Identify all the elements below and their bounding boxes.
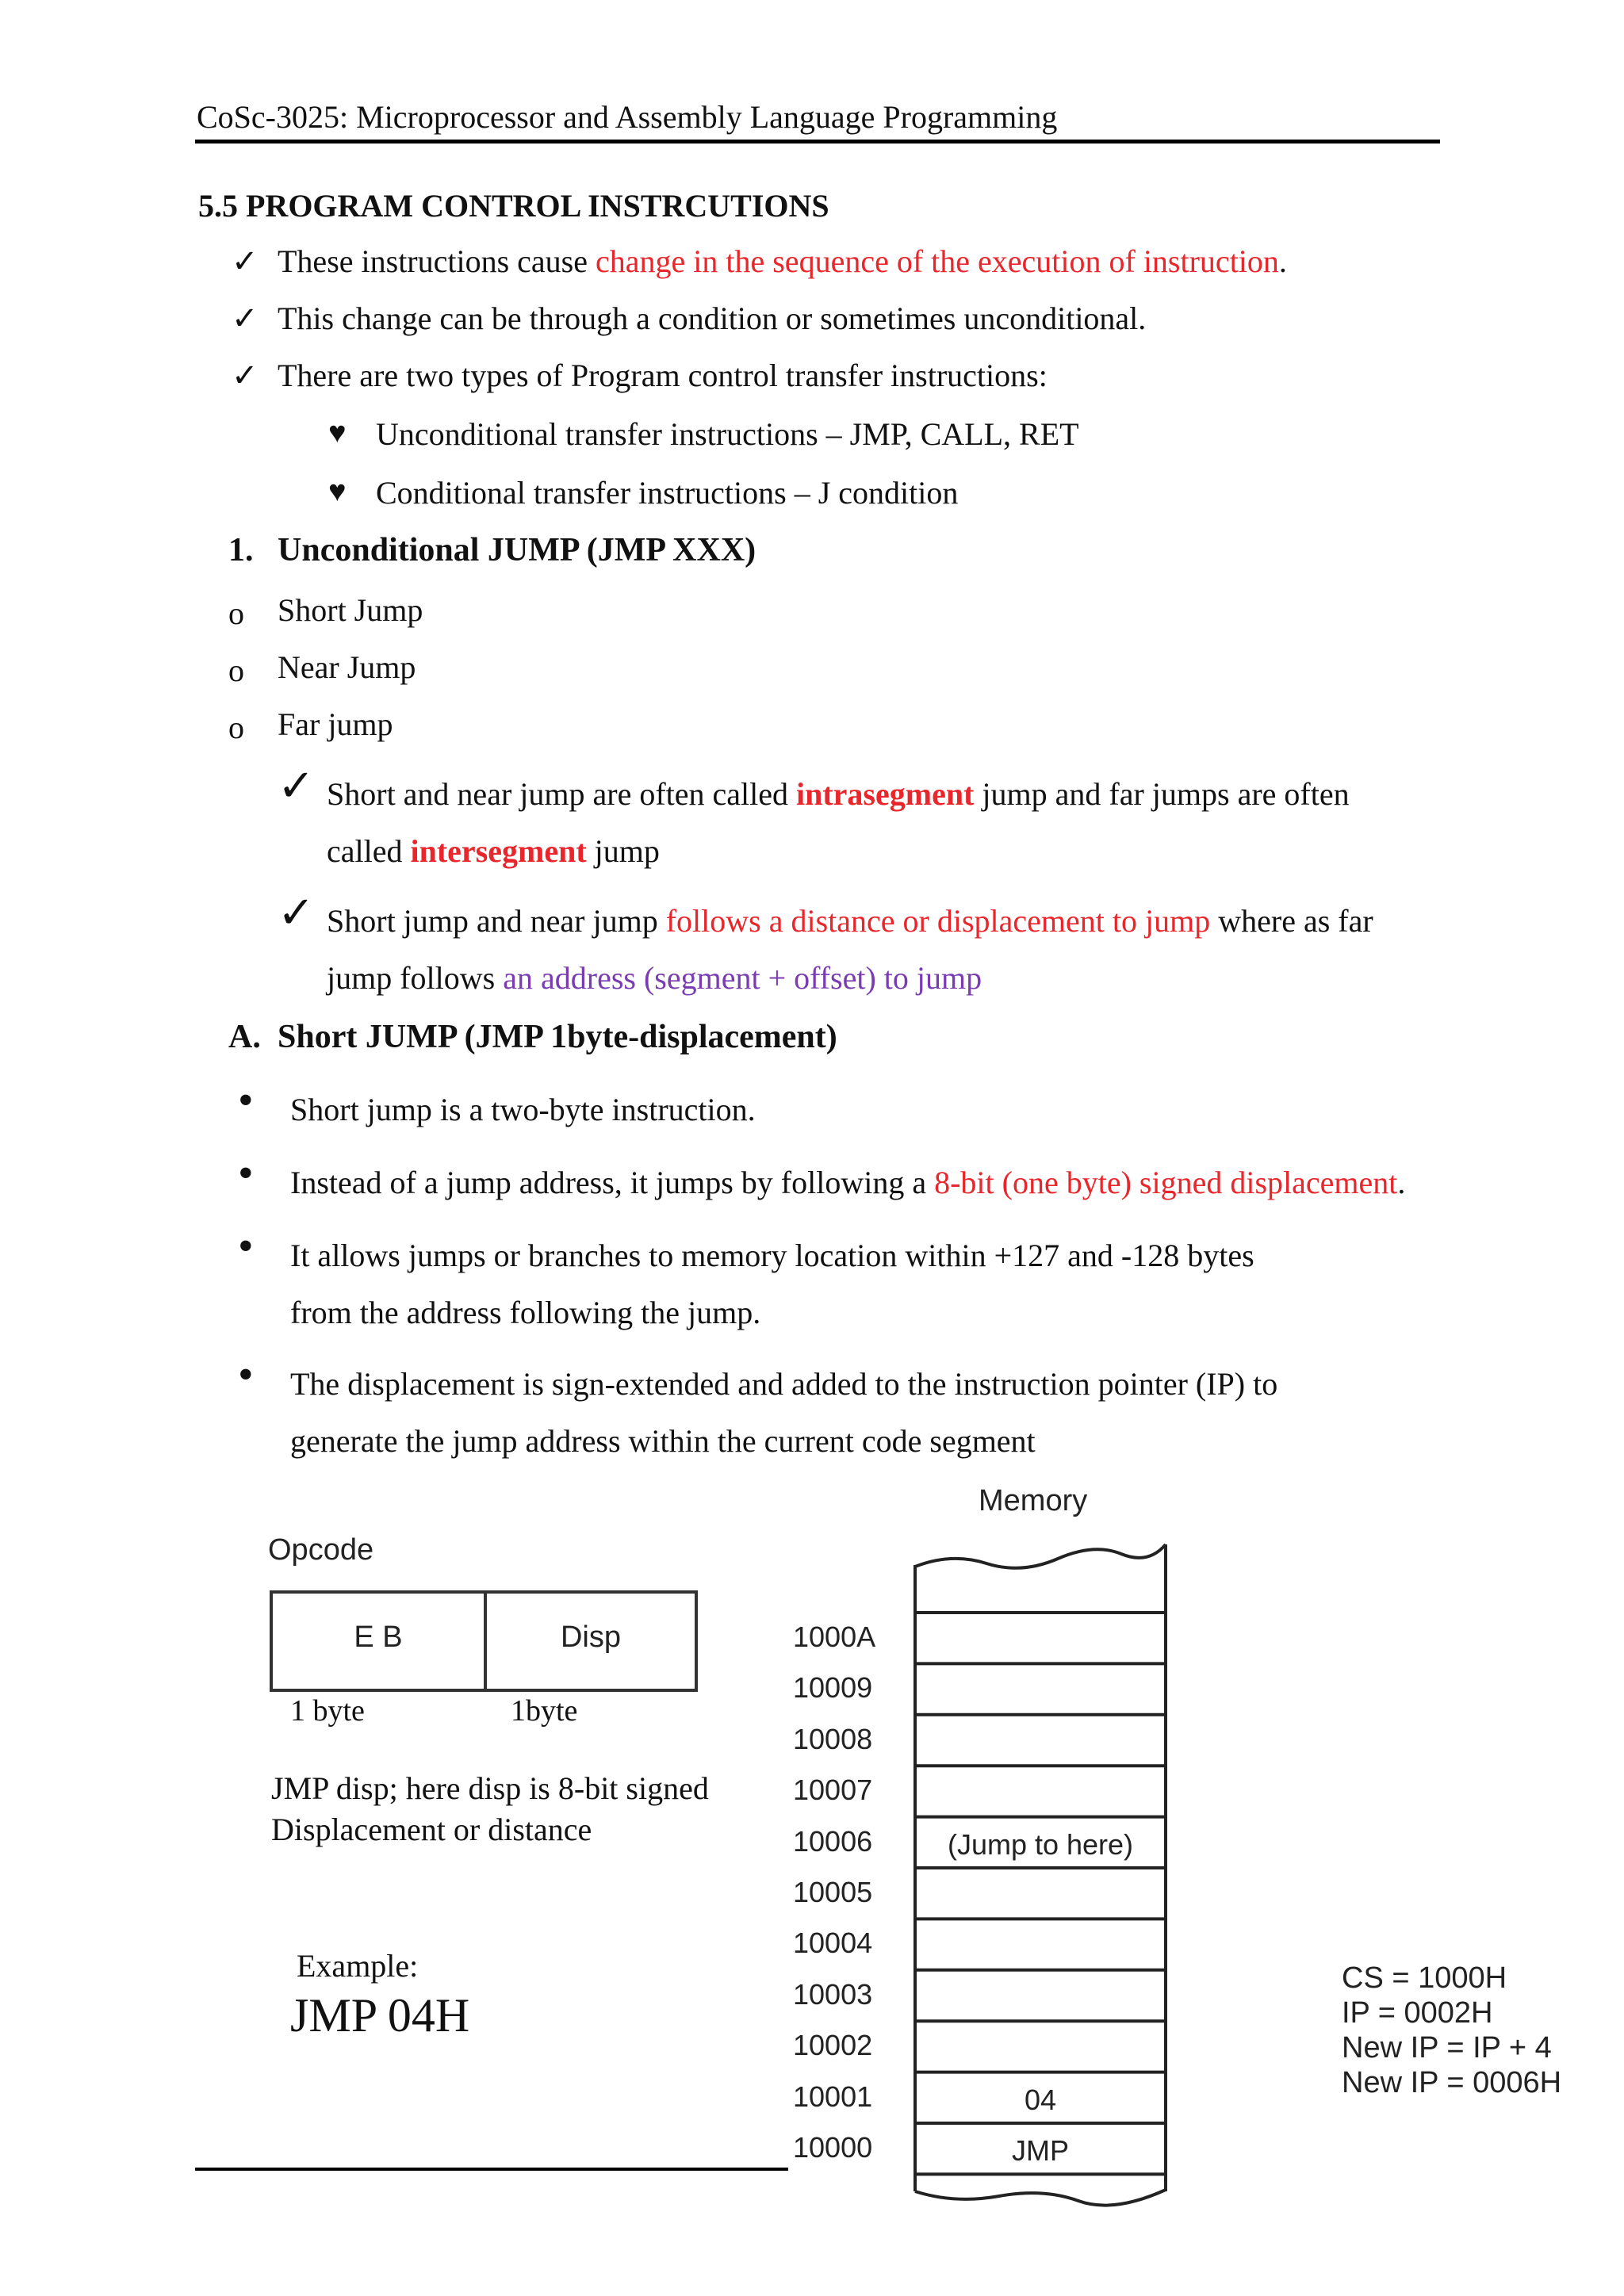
memory-address: 10007 <box>793 1774 873 1807</box>
example-code: JMP 04H <box>290 1989 470 2042</box>
type-conditional: Conditional transfer instructions – J condition <box>376 475 959 511</box>
bullet-2-text: Instead of a jump address, it jumps by following a <box>290 1165 935 1200</box>
register-cs: CS = 1000H <box>1342 1961 1507 1995</box>
intro-bullet-3: There are two types of Program control transfer instructions: <box>278 358 1048 393</box>
kind-far-jump: Far jump <box>278 706 393 742</box>
note2-text-a: Short jump and near jump <box>327 903 666 939</box>
memory-address: 10005 <box>793 1876 873 1908</box>
intro-bullet-1-highlight: change in the sequence of the execution of instruction <box>596 243 1279 279</box>
short-jump-bullet-4-line-1: The displacement is sign-extended and added to the instruction pointer (IP) to <box>290 1366 1278 1402</box>
memory-address: 10006 <box>793 1824 873 1858</box>
intro-bullet-1 <box>278 243 1287 280</box>
note-address <box>327 959 982 997</box>
memory-cell-value: (Jump to here) <box>947 1827 1134 1861</box>
note-displacement <box>327 902 1373 939</box>
note-intersegment <box>327 832 660 870</box>
opcode-size-1: 1 byte <box>290 1694 365 1728</box>
memory-title: Memory <box>979 1484 1088 1517</box>
memory-address: 10000 <box>793 2131 873 2164</box>
bullet-dot-icon: • <box>238 1149 254 1198</box>
note1-text-f: jump <box>586 833 660 869</box>
kind-near-jump: Near Jump <box>278 649 416 685</box>
memory-cell-value: JMP <box>1012 2134 1069 2167</box>
short-jump-bullet-3-line-2: from the address following the jump. <box>290 1295 761 1330</box>
opcode-desc-line-2: Displacement or distance <box>271 1812 592 1847</box>
heart-icon: ♥ <box>328 416 347 450</box>
short-jump-bullet-4-line-2: generate the jump address within the current code segment <box>290 1423 1036 1459</box>
bullet-2-end: . <box>1397 1165 1406 1200</box>
memory-address: 10008 <box>793 1722 873 1755</box>
note1-intrasegment: intrasegment <box>796 776 975 812</box>
note2-text-d: jump follows <box>327 960 504 996</box>
memory-address: 10003 <box>793 1977 873 2011</box>
kind-short-jump: Short Jump <box>278 592 423 628</box>
header-rule <box>195 140 1440 144</box>
circle-bullet-icon: o <box>228 652 244 688</box>
footer-rule <box>195 2168 788 2171</box>
intro-bullet-1-text: These instructions cause <box>278 243 596 279</box>
circle-bullet-icon: o <box>228 595 244 631</box>
note-intrasegment <box>327 775 1350 813</box>
check-icon: ✓ <box>278 889 315 938</box>
note2-address: an address (segment + offset) to jump <box>503 960 982 996</box>
memory-address: 10009 <box>793 1671 873 1705</box>
heading-letter: A. <box>228 1019 261 1055</box>
note1-text-c: jump and far jumps are often <box>974 776 1350 812</box>
opcode-label: Opcode <box>268 1533 374 1567</box>
bullet-2-highlight: 8-bit (one byte) signed displacement <box>934 1165 1398 1200</box>
opcode-box <box>270 1590 698 1692</box>
memory-top-tear <box>915 1544 1166 1568</box>
opcode-cell-eb: E B <box>354 1621 403 1654</box>
unconditional-heading: Unconditional JUMP (JMP XXX) <box>278 532 756 568</box>
note1-text-d: called <box>327 833 411 869</box>
short-jump-heading: Short JUMP (JMP 1byte-displacement) <box>278 1019 837 1055</box>
heart-icon: ♥ <box>328 475 347 508</box>
note1-intersegment: intersegment <box>410 833 587 869</box>
short-jump-bullet-1: Short jump is a two-byte instruction. <box>290 1092 756 1127</box>
bullet-dot-icon: • <box>238 1076 254 1125</box>
check-icon: ✓ <box>232 243 259 279</box>
check-icon: ✓ <box>278 762 315 811</box>
opcode-size-2: 1byte <box>511 1694 578 1728</box>
intro-bullet-2: This change can be through a condition or sometimes unconditional. <box>278 300 1147 336</box>
type-unconditional: Unconditional transfer instructions – JMP, CALL, RET <box>376 416 1079 452</box>
note2-text-c: where as far <box>1210 903 1373 939</box>
example-label: Example: <box>297 1948 419 1984</box>
memory-address: 10002 <box>793 2029 873 2062</box>
circle-bullet-icon: o <box>228 710 244 745</box>
intro-bullet-1-end: . <box>1278 243 1287 279</box>
register-new-ip-value: New IP = 0006H <box>1342 2066 1562 2099</box>
bullet-dot-icon: • <box>238 1222 254 1271</box>
short-jump-bullet-3-line-1: It allows jumps or branches to memory location within +127 and -128 bytes <box>290 1238 1254 1273</box>
note1-text-a: Short and near jump are often called <box>327 776 796 812</box>
short-jump-bullet-2 <box>290 1164 1405 1201</box>
memory-cell-value: 04 <box>1024 2083 1057 2116</box>
memory-bottom-tear <box>915 2190 1166 2206</box>
section-title: 5.5 PROGRAM CONTROL INSTRCUTIONS <box>198 188 829 224</box>
check-icon: ✓ <box>232 300 259 336</box>
memory-address: 10004 <box>793 1927 873 1960</box>
memory-address: 10001 <box>793 2080 873 2113</box>
bullet-dot-icon: • <box>238 1350 254 1399</box>
note2-displacement: follows a distance or displacement to jump <box>665 903 1211 939</box>
heading-number: 1. <box>228 532 254 568</box>
opcode-cell-disp: Disp <box>560 1621 622 1654</box>
opcode-desc-line-1: JMP disp; here disp is 8-bit signed <box>271 1770 709 1806</box>
register-ip: IP = 0002H <box>1342 1996 1493 2030</box>
check-icon: ✓ <box>232 358 259 393</box>
register-new-ip-formula: New IP = IP + 4 <box>1342 2031 1552 2064</box>
page-header: CoSc-3025: Microprocessor and Assembly Language Programming <box>197 99 1058 135</box>
memory-address: 1000A <box>793 1621 876 1653</box>
